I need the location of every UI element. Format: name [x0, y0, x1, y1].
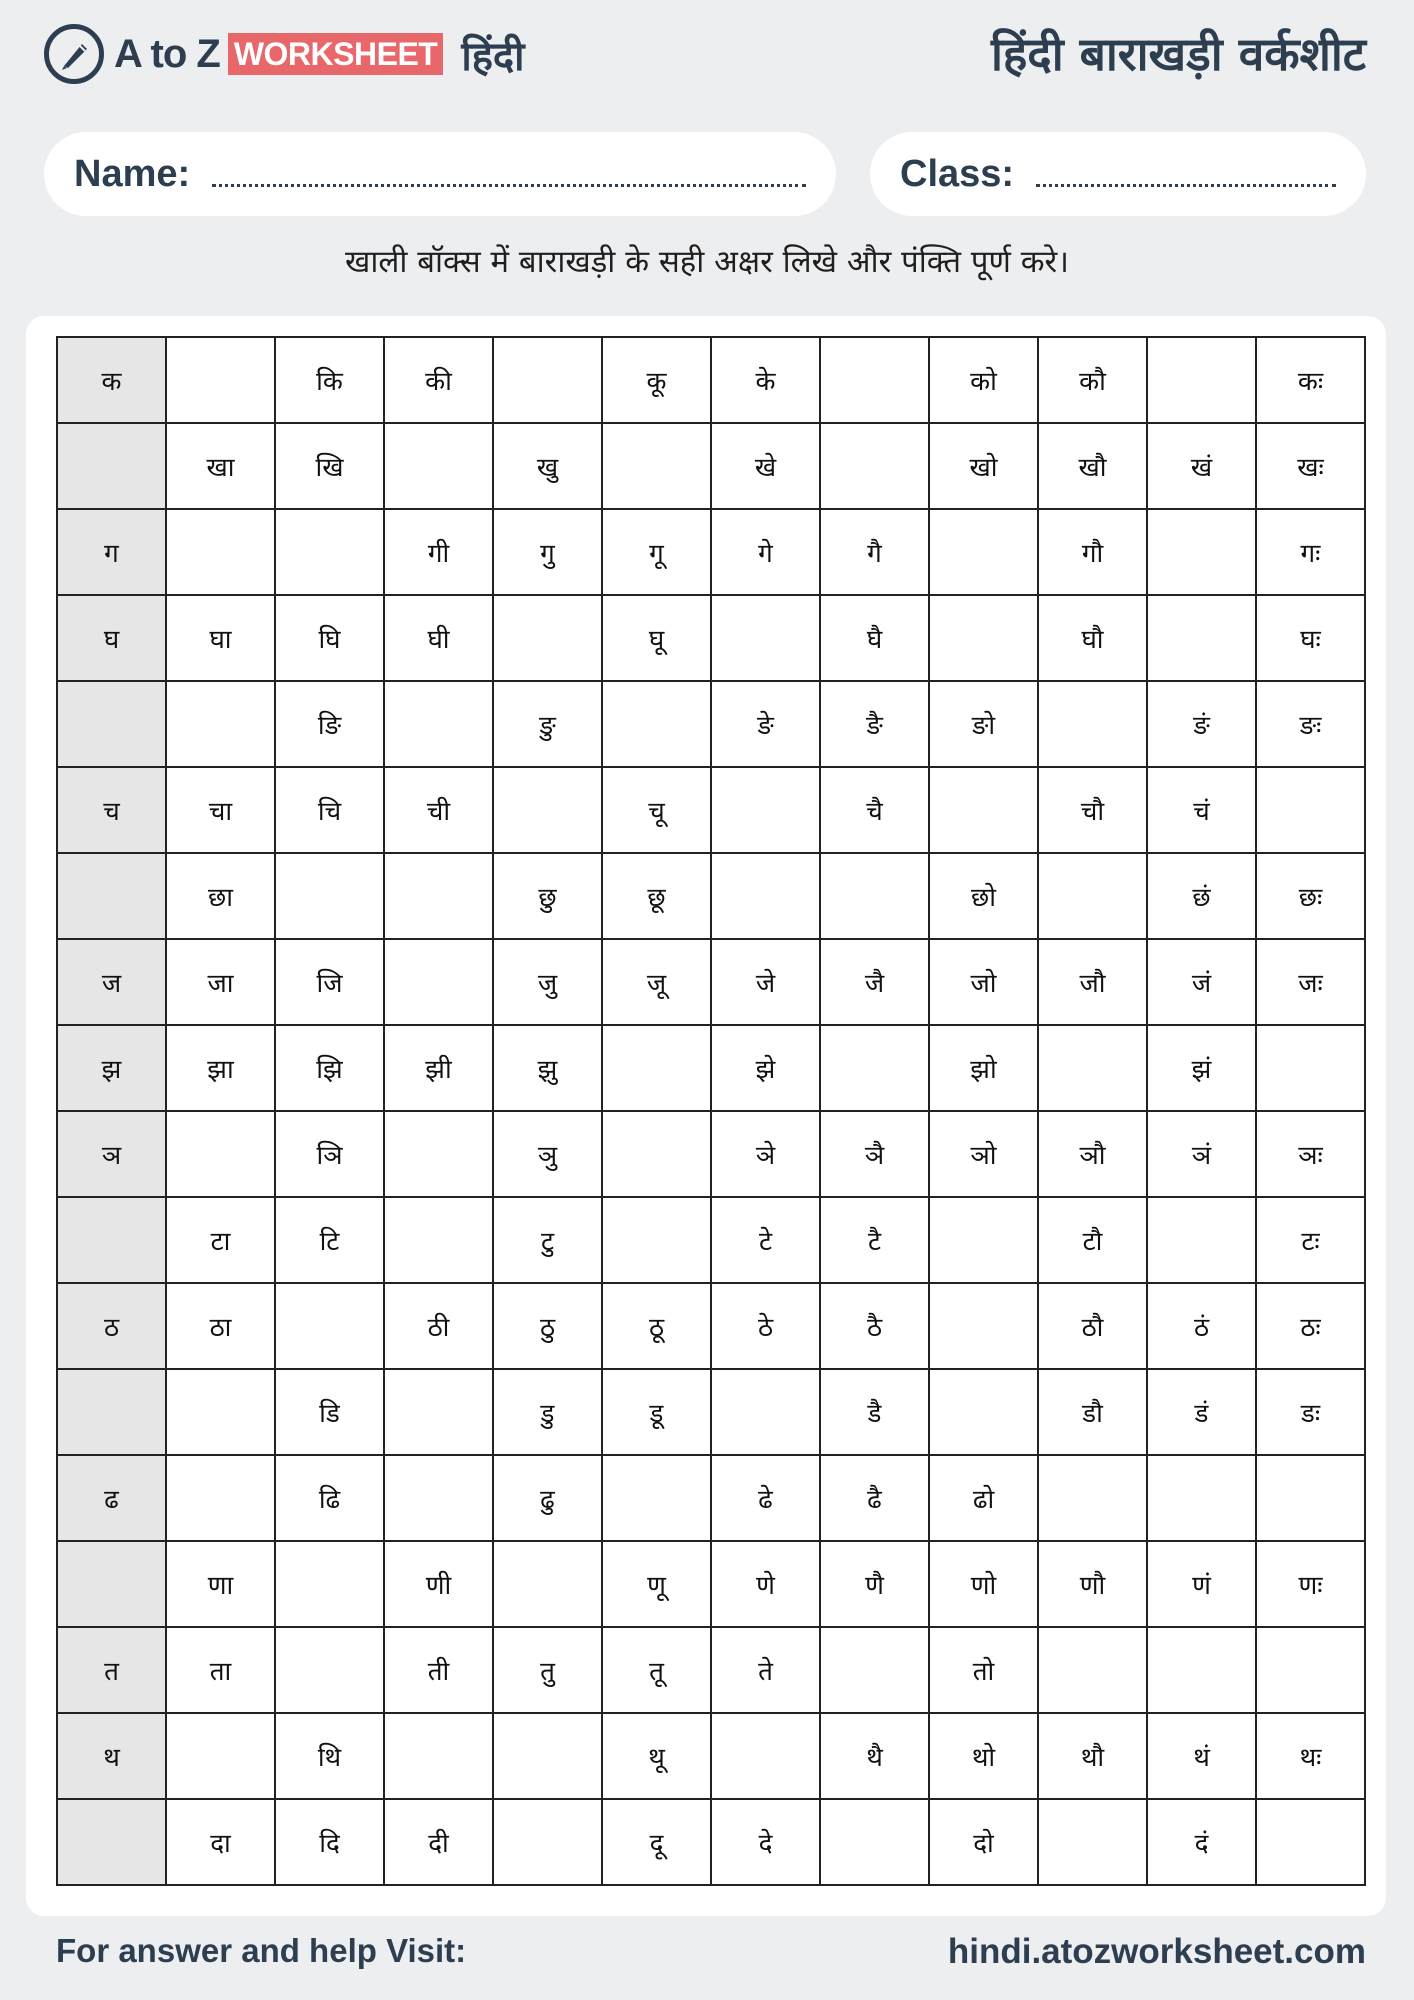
letter-cell: जं: [1147, 939, 1256, 1025]
letter-cell: खा: [166, 423, 275, 509]
letter-cell: टै: [820, 1197, 929, 1283]
blank-cell[interactable]: [384, 1369, 493, 1455]
letter-cell: खं: [1147, 423, 1256, 509]
letter-cell: ठी: [384, 1283, 493, 1369]
base-letter-cell: ज: [57, 939, 166, 1025]
letter-cell: ञु: [493, 1111, 602, 1197]
letter-cell: ढि: [275, 1455, 384, 1541]
letter-cell: ञो: [929, 1111, 1038, 1197]
letter-cell: झी: [384, 1025, 493, 1111]
blank-cell[interactable]: [57, 681, 166, 767]
letter-cell: णं: [1147, 1541, 1256, 1627]
blank-cell[interactable]: [57, 1799, 166, 1885]
letter-cell: ढै: [820, 1455, 929, 1541]
letter-cell: जू: [602, 939, 711, 1025]
letter-cell: णी: [384, 1541, 493, 1627]
blank-cell[interactable]: [1147, 1627, 1256, 1713]
letter-cell: झो: [929, 1025, 1038, 1111]
letter-cell: चौ: [1038, 767, 1147, 853]
letter-cell: ञः: [1256, 1111, 1365, 1197]
letter-cell: खो: [929, 423, 1038, 509]
blank-cell[interactable]: [493, 595, 602, 681]
grid-row: [57, 1713, 1365, 1799]
blank-cell[interactable]: [493, 1541, 602, 1627]
base-letter-cell: क: [57, 337, 166, 423]
letter-cell: चै: [820, 767, 929, 853]
letter-cell: गः: [1256, 509, 1365, 595]
blank-cell[interactable]: [602, 423, 711, 509]
letter-cell: ञौ: [1038, 1111, 1147, 1197]
letter-cell: घि: [275, 595, 384, 681]
grid-row: [57, 1025, 1365, 1111]
letter-cell: दे: [711, 1799, 820, 1885]
letter-cell: गौ: [1038, 509, 1147, 595]
blank-cell[interactable]: [166, 337, 275, 423]
blank-cell[interactable]: [384, 853, 493, 939]
blank-cell[interactable]: [929, 1197, 1038, 1283]
blank-cell[interactable]: [1038, 1025, 1147, 1111]
grid-row: [57, 1283, 1365, 1369]
letter-cell: टि: [275, 1197, 384, 1283]
letter-cell: जा: [166, 939, 275, 1025]
letter-cell: दू: [602, 1799, 711, 1885]
letter-cell: घू: [602, 595, 711, 681]
letter-cell: ञं: [1147, 1111, 1256, 1197]
base-letter-cell: घ: [57, 595, 166, 681]
letter-cell: को: [929, 337, 1038, 423]
blank-cell[interactable]: [166, 509, 275, 595]
name-label: Name:: [74, 152, 191, 195]
blank-cell[interactable]: [820, 853, 929, 939]
letter-cell: ती: [384, 1627, 493, 1713]
letter-cell: टा: [166, 1197, 275, 1283]
name-dotted-line[interactable]: [212, 183, 806, 187]
blank-cell[interactable]: [602, 1111, 711, 1197]
grid-row: [57, 1111, 1365, 1197]
letter-cell: तू: [602, 1627, 711, 1713]
letter-cell: खे: [711, 423, 820, 509]
letter-cell: दा: [166, 1799, 275, 1885]
blank-cell[interactable]: [1256, 1455, 1365, 1541]
page-title: हिंदी बाराखड़ी वर्कशीट: [990, 27, 1366, 81]
letter-cell: जु: [493, 939, 602, 1025]
letter-cell: ञि: [275, 1111, 384, 1197]
blank-cell[interactable]: [602, 1197, 711, 1283]
blank-cell[interactable]: [384, 1713, 493, 1799]
letter-cell: छं: [1147, 853, 1256, 939]
letter-cell: के: [711, 337, 820, 423]
letter-cell: कः: [1256, 337, 1365, 423]
base-letter-cell: ञ: [57, 1111, 166, 1197]
letter-cell: गू: [602, 509, 711, 595]
letter-cell: थै: [820, 1713, 929, 1799]
letter-cell: चि: [275, 767, 384, 853]
letter-cell: कौ: [1038, 337, 1147, 423]
letter-cell: झि: [275, 1025, 384, 1111]
blank-cell[interactable]: [1038, 1799, 1147, 1885]
letter-cell: डौ: [1038, 1369, 1147, 1455]
blank-cell[interactable]: [57, 853, 166, 939]
base-letter-cell: ढ: [57, 1455, 166, 1541]
grid-row: [57, 767, 1365, 853]
logo-language: हिंदी: [461, 33, 525, 80]
letter-cell: घा: [166, 595, 275, 681]
blank-cell[interactable]: [493, 337, 602, 423]
blank-cell[interactable]: [166, 1369, 275, 1455]
letter-cell: टौ: [1038, 1197, 1147, 1283]
letter-cell: ञे: [711, 1111, 820, 1197]
letter-cell: छा: [166, 853, 275, 939]
letter-cell: ठं: [1147, 1283, 1256, 1369]
letter-cell: ठः: [1256, 1283, 1365, 1369]
letter-cell: खि: [275, 423, 384, 509]
letter-cell: कि: [275, 337, 384, 423]
letter-cell: थो: [929, 1713, 1038, 1799]
letter-cell: टे: [711, 1197, 820, 1283]
letter-cell: ठौ: [1038, 1283, 1147, 1369]
worksheet-card: [26, 316, 1386, 1916]
letter-cell: थं: [1147, 1713, 1256, 1799]
blank-cell[interactable]: [1147, 337, 1256, 423]
grid-row: [57, 1197, 1365, 1283]
letter-cell: ठे: [711, 1283, 820, 1369]
letter-cell: खः: [1256, 423, 1365, 509]
blank-cell[interactable]: [384, 1111, 493, 1197]
letter-cell: छु: [493, 853, 602, 939]
blank-cell[interactable]: [820, 1025, 929, 1111]
blank-cell[interactable]: [711, 1369, 820, 1455]
class-field[interactable]: [870, 132, 1366, 216]
letter-cell: गी: [384, 509, 493, 595]
blank-cell[interactable]: [820, 1799, 929, 1885]
letter-cell: थि: [275, 1713, 384, 1799]
letter-cell: जे: [711, 939, 820, 1025]
letter-cell: डि: [275, 1369, 384, 1455]
instruction-text: खाली बॉक्स में बाराखड़ी के सही अक्षर लिखे और पंक्ति पूर्ण करे।: [345, 244, 1069, 280]
letter-cell: की: [384, 337, 493, 423]
footer-website-link[interactable]: hindi.atozworksheet.com: [947, 1932, 1366, 1971]
letter-cell: चा: [166, 767, 275, 853]
grid-row: [57, 1541, 1365, 1627]
letter-cell: झा: [166, 1025, 275, 1111]
letter-cell: जो: [929, 939, 1038, 1025]
grid-row: [57, 1799, 1365, 1885]
letter-cell: छः: [1256, 853, 1365, 939]
blank-cell[interactable]: [166, 681, 275, 767]
class-dotted-line[interactable]: [1036, 183, 1336, 187]
blank-cell[interactable]: [275, 509, 384, 595]
grid-body: [57, 337, 1365, 1885]
letter-cell: झं: [1147, 1025, 1256, 1111]
letter-cell: ढो: [929, 1455, 1038, 1541]
grid-row: [57, 853, 1365, 939]
letter-cell: घः: [1256, 595, 1365, 681]
blank-cell[interactable]: [493, 1799, 602, 1885]
base-letter-cell: ठ: [57, 1283, 166, 1369]
blank-cell[interactable]: [493, 1713, 602, 1799]
blank-cell[interactable]: [929, 509, 1038, 595]
blank-cell[interactable]: [166, 1455, 275, 1541]
letter-cell: डू: [602, 1369, 711, 1455]
letter-cell: डं: [1147, 1369, 1256, 1455]
grid-row: [57, 423, 1365, 509]
letter-cell: ठा: [166, 1283, 275, 1369]
blank-cell[interactable]: [1038, 1627, 1147, 1713]
class-label: Class:: [900, 152, 1015, 195]
letter-cell: चं: [1147, 767, 1256, 853]
letter-cell: ङं: [1147, 681, 1256, 767]
pen-nib-icon-graphic: [56, 36, 92, 72]
blank-cell[interactable]: [929, 595, 1038, 681]
logo-text: A to Z: [114, 31, 220, 76]
letter-cell: णो: [929, 1541, 1038, 1627]
grid-row: [57, 1627, 1365, 1713]
blank-cell[interactable]: [384, 1455, 493, 1541]
pen-nib-icon: [44, 24, 104, 84]
letter-cell: डु: [493, 1369, 602, 1455]
blank-cell[interactable]: [1038, 853, 1147, 939]
letter-cell: जः: [1256, 939, 1365, 1025]
blank-cell[interactable]: [384, 681, 493, 767]
letter-cell: तो: [929, 1627, 1038, 1713]
blank-cell[interactable]: [1147, 1455, 1256, 1541]
blank-cell[interactable]: [384, 1197, 493, 1283]
barakhadi-grid: [56, 336, 1366, 1886]
letter-cell: दो: [929, 1799, 1038, 1885]
logo-badge: WORKSHEET: [228, 33, 444, 75]
letter-cell: टु: [493, 1197, 602, 1283]
base-letter-cell: त: [57, 1627, 166, 1713]
letter-cell: तु: [493, 1627, 602, 1713]
blank-cell[interactable]: [166, 1713, 275, 1799]
blank-cell[interactable]: [929, 1283, 1038, 1369]
blank-cell[interactable]: [1256, 1627, 1365, 1713]
base-letter-cell: थ: [57, 1713, 166, 1799]
grid-row: [57, 1455, 1365, 1541]
letter-cell: णा: [166, 1541, 275, 1627]
grid-row: [57, 939, 1365, 1025]
blank-cell[interactable]: [1038, 681, 1147, 767]
blank-cell[interactable]: [711, 853, 820, 939]
letter-cell: थः: [1256, 1713, 1365, 1799]
blank-cell[interactable]: [602, 681, 711, 767]
blank-cell[interactable]: [929, 767, 1038, 853]
grid-row: [57, 509, 1365, 595]
grid-row: [57, 1369, 1365, 1455]
blank-cell[interactable]: [820, 337, 929, 423]
blank-cell[interactable]: [384, 939, 493, 1025]
blank-cell[interactable]: [820, 423, 929, 509]
letter-cell: ठू: [602, 1283, 711, 1369]
base-letter-cell: च: [57, 767, 166, 853]
letter-cell: ङै: [820, 681, 929, 767]
letter-cell: टः: [1256, 1197, 1365, 1283]
letter-cell: ढु: [493, 1455, 602, 1541]
blank-cell[interactable]: [57, 1541, 166, 1627]
letter-cell: ञै: [820, 1111, 929, 1197]
name-field[interactable]: [44, 132, 836, 216]
blank-cell[interactable]: [820, 1627, 929, 1713]
letter-cell: थौ: [1038, 1713, 1147, 1799]
blank-cell[interactable]: [57, 423, 166, 509]
blank-cell[interactable]: [602, 1025, 711, 1111]
blank-cell[interactable]: [1147, 595, 1256, 681]
letter-cell: दी: [384, 1799, 493, 1885]
blank-cell[interactable]: [275, 1541, 384, 1627]
blank-cell[interactable]: [493, 767, 602, 853]
letter-cell: छो: [929, 853, 1038, 939]
blank-cell[interactable]: [275, 1627, 384, 1713]
base-letter-cell: ग: [57, 509, 166, 595]
letter-cell: चू: [602, 767, 711, 853]
letter-cell: ङो: [929, 681, 1038, 767]
letter-cell: गे: [711, 509, 820, 595]
letter-cell: ठु: [493, 1283, 602, 1369]
base-letter-cell: झ: [57, 1025, 166, 1111]
letter-cell: ङः: [1256, 681, 1365, 767]
letter-cell: थू: [602, 1713, 711, 1799]
letter-cell: दं: [1147, 1799, 1256, 1885]
letter-cell: ता: [166, 1627, 275, 1713]
letter-cell: ङे: [711, 681, 820, 767]
letter-cell: गु: [493, 509, 602, 595]
letter-cell: डै: [820, 1369, 929, 1455]
letter-cell: घै: [820, 595, 929, 681]
blank-cell[interactable]: [929, 1369, 1038, 1455]
letter-cell: ङि: [275, 681, 384, 767]
letter-cell: दि: [275, 1799, 384, 1885]
blank-cell[interactable]: [1147, 1197, 1256, 1283]
blank-cell[interactable]: [275, 853, 384, 939]
letter-cell: ची: [384, 767, 493, 853]
blank-cell[interactable]: [1256, 1025, 1365, 1111]
letter-cell: खु: [493, 423, 602, 509]
letter-cell: डः: [1256, 1369, 1365, 1455]
letter-cell: ढे: [711, 1455, 820, 1541]
blank-cell[interactable]: [602, 1455, 711, 1541]
grid-row: [57, 595, 1365, 681]
blank-cell[interactable]: [166, 1111, 275, 1197]
blank-cell[interactable]: [711, 595, 820, 681]
letter-cell: जि: [275, 939, 384, 1025]
blank-cell[interactable]: [1147, 509, 1256, 595]
letter-cell: छू: [602, 853, 711, 939]
header: [0, 0, 1414, 110]
letter-cell: घी: [384, 595, 493, 681]
blank-cell[interactable]: [1038, 1455, 1147, 1541]
letter-cell: णू: [602, 1541, 711, 1627]
letter-cell: णै: [820, 1541, 929, 1627]
letter-cell: झु: [493, 1025, 602, 1111]
letter-cell: ङु: [493, 681, 602, 767]
footer-help-text: For answer and help Visit:: [56, 1932, 467, 1969]
blank-cell[interactable]: [275, 1283, 384, 1369]
letter-cell: ठै: [820, 1283, 929, 1369]
site-logo[interactable]: [44, 24, 525, 84]
letter-cell: ते: [711, 1627, 820, 1713]
blank-cell[interactable]: [57, 1197, 166, 1283]
letter-cell: झे: [711, 1025, 820, 1111]
letter-cell: गै: [820, 509, 929, 595]
grid-row: [57, 681, 1365, 767]
grid-row: [57, 337, 1365, 423]
letter-cell: णः: [1256, 1541, 1365, 1627]
letter-cell: जौ: [1038, 939, 1147, 1025]
letter-cell: णे: [711, 1541, 820, 1627]
letter-cell: कू: [602, 337, 711, 423]
blank-cell[interactable]: [1256, 1799, 1365, 1885]
blank-cell[interactable]: [57, 1369, 166, 1455]
letter-cell: खौ: [1038, 423, 1147, 509]
blank-cell[interactable]: [711, 1713, 820, 1799]
letter-cell: णौ: [1038, 1541, 1147, 1627]
blank-cell[interactable]: [384, 423, 493, 509]
letter-cell: जै: [820, 939, 929, 1025]
letter-cell: घौ: [1038, 595, 1147, 681]
blank-cell[interactable]: [711, 767, 820, 853]
blank-cell[interactable]: [1256, 767, 1365, 853]
